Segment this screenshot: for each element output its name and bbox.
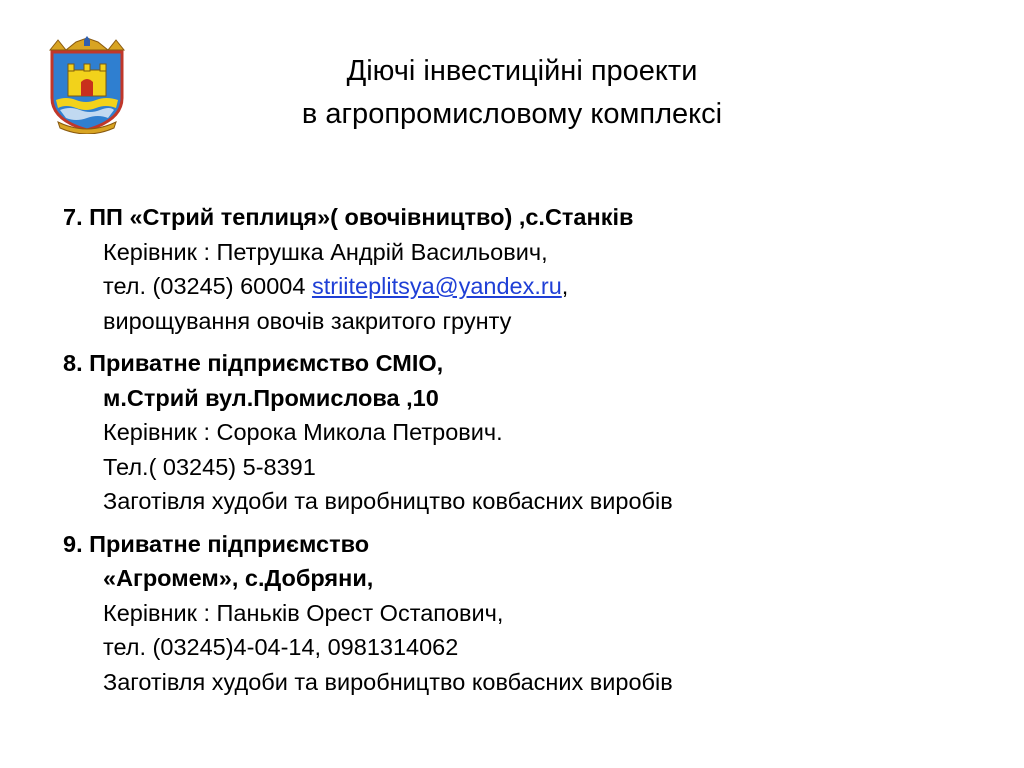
entry-activity: Заготівля худоби та виробництво ковбасних виробів	[103, 488, 673, 514]
entry-activity: вирощування овочів закритого грунту	[103, 307, 512, 334]
entry-head: Керівник : Паньків Орест Остапович,	[103, 599, 504, 626]
entry-phone: тел. (03245) 60004	[103, 273, 312, 299]
entry-activity: Заготівля худоби та виробництво ковбасних виробів	[103, 668, 673, 695]
list-item	[63, 346, 1003, 519]
entry-head: Керівник : Петрушка Андрій Васильович,	[103, 238, 548, 265]
entry-head: Керівник : Сорока Микола Петрович.	[103, 419, 503, 445]
title-line-2: в агропромисловому комплексі	[301, 98, 723, 130]
list-item	[63, 200, 1003, 338]
entry-phone-line	[63, 269, 1003, 304]
entry-address: м.Стрий вул.Промислова ,10	[103, 384, 439, 411]
entry-heading: 9. Приватне підприємство	[63, 530, 370, 557]
project-list	[63, 200, 1003, 707]
list-item	[63, 527, 1003, 700]
entry-phone: Тел.( 03245) 5-8391	[103, 453, 316, 480]
email-link[interactable]: striiteplitsya@yandex.ru	[311, 273, 562, 299]
title-line-1: Діючі інвестиційні проекти	[346, 55, 698, 87]
entry-phone-after: ,	[561, 273, 569, 299]
entry-heading: 7. ПП «Стрий теплиця»( овочівництво) ,с.Станків	[63, 204, 634, 230]
entry-phone: тел. (03245)4-04-14, 0981314062	[103, 634, 459, 660]
page-title	[0, 50, 1024, 136]
entry-address: «Агромем», с.Добряни,	[103, 565, 374, 591]
entry-heading: 8. Приватне підприємство СМІО,	[63, 350, 444, 376]
